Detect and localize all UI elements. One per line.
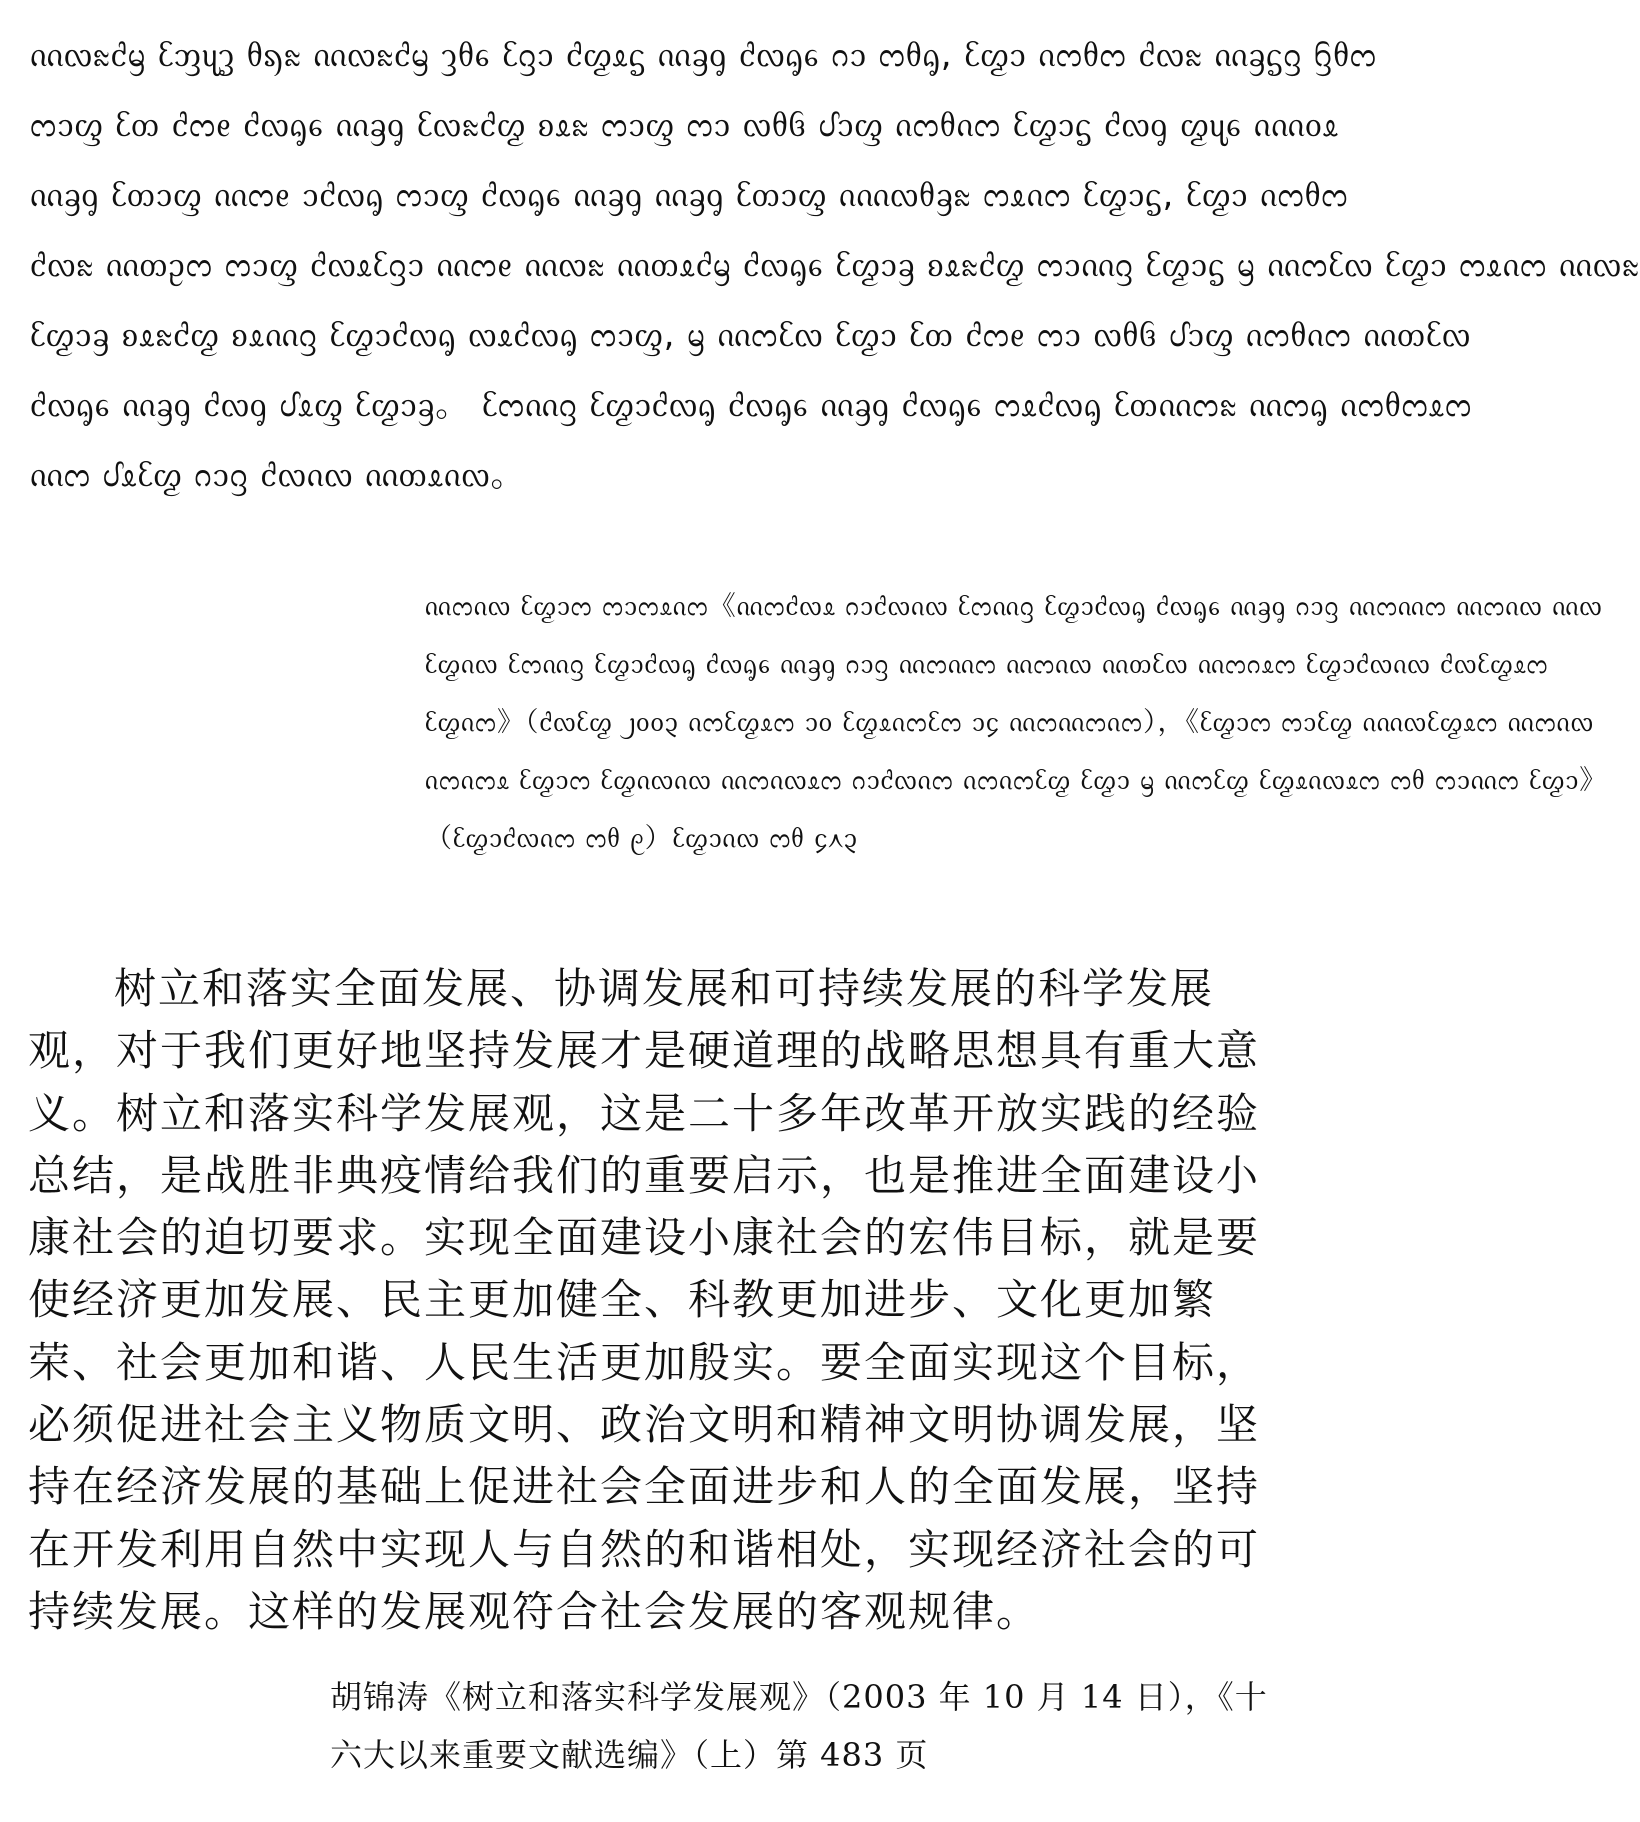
- dai-citation-line: ᦷᦖᦵᦟ ᦷᦂᦶᦋ ᦷᦖᦱᦺᦟᧂ ᦺᦟᧂᧈ ᦶᦃᧁ ᦅᦱᦋ ᦶᦂᦶᦂ ᦶᦂᦵᦟ ᦶᦎᦷᦟ ᦶᦂᦅᦸᦂ ᦷᦖᦱᦺᦟᦵᦟ ᦺᦟᦷᦖᦸᦂ: [425, 649, 1549, 680]
- chinese-line: 在开发利用自然中实现人与自然的和谐相处，实现经济社会的可: [28, 1524, 1261, 1574]
- chinese-line: 持续发展。这样的发展观符合社会发展的客观规律。: [28, 1586, 1041, 1636]
- dai-paragraph: [30, 20, 1640, 510]
- chinese-line: 持在经济发展的基础上促进社会全面进步和人的全面发展，坚持: [28, 1462, 1261, 1512]
- dai-line: ᦂᦱᦐ ᦷᦎ ᦺᦂᧉ ᦺᦟᧂᧈ ᦶᦃᧁ ᦷᦟᦰᦺᦖ ᦈᦸᦰ ᦂᦱᦐ ᦂᦱ ᦟᦲᦑ ᦔᦱᦐ ᦵᦂᦲᦵᦂ ᦷᦖᦱᧃ ᦺᦟᧁ ᦖᦴᧈ ᦵᦶᦞᦸ: [30, 105, 1339, 145]
- dai-citation-line: ᦶᦂᦵᦟ ᦷᦖᦱᦂ ᦂᦱᦂᦸᦵᦂ《ᦶᦂᦺᦟᦸ ᦅᦱᦺᦟᦵᦟ ᦷᦂᦶᦋ ᦷᦖᦱᦺᦟᧂ ᦺᦟᧂᧈ ᦶᦃᧁ ᦅᦱᦋ ᦶᦂᦶᦂ ᦶᦂᦵᦟ ᦶᦟ: [425, 591, 1603, 622]
- dai-citation: [425, 578, 1608, 868]
- chinese-line: 康社会的迫切要求。实现全面建设小康社会的宏伟目标，就是要: [28, 1213, 1261, 1263]
- dai-line: ᦷᦖᦱᦃ ᦈᦸᦰᦺᦖ ᦈᦸᦶᦋ ᦷᦖᦱᦺᦟᧂ ᦟᦸᦺᦟᧂ ᦂᦱᦐ, ᦙ ᦶᦂᦷᦟ ᦷᦖᦱ ᦷᦎ ᦺᦂᧉ ᦂᦱ ᦟᦲᦑ ᦔᦱᦐ ᦵᦂᦲᦵᦂ ᦶᦎᦷᦟ: [30, 315, 1472, 355]
- chinese-line: 树立和落实全面发展、协调发展和可持续发展的科学发展: [114, 964, 1215, 1013]
- dai-citation-line: ᦵᦂᦵᦂᦸ ᦷᦖᦱᦂ ᦷᦖᦵᦟᦵᦟ ᦶᦂᦵᦟᦸᦂ ᦅᦱᦺᦟᦵᦂ ᦵᦂᦵᦂᦷᦖ ᦷᦖᦱ ᦙ ᦶᦂᦷᦖ ᦷᦖᦸᦵᦟᦸᦂ ᦂᦲ ᦂᦱᦶᦂ ᦷᦖᦱ》: [425, 765, 1608, 796]
- dai-line: ᦺᦟᧂᧈ ᦶᦃᧁ ᦺᦟᧁ ᦔᦸᦐ ᦷᦖᦱᦃ。 ᦷᦂᦶᦋ ᦷᦖᦱᦺᦟᧂ ᦺᦟᧂᧈ ᦶᦃᧁ ᦺᦟᧂᧈ ᦂᦸᦺᦟᧂ ᦷᦎᦶᦂᦰ ᦶᦂᧂ ᦵᦂᦲᦂᦸᦂ: [30, 385, 1473, 425]
- chinese-line: 总结，是战胜非典疫情给我们的重要启示，也是推进全面建设小: [28, 1150, 1261, 1200]
- chinese-line: 必须促进社会主义物质文明、政治文明和精神文明协调发展，坚: [28, 1400, 1261, 1450]
- chinese-citation: [330, 1668, 1268, 1784]
- chinese-line: 观，对于我们更好地坚持发展才是硬道理的战略思想具有重大意: [28, 1026, 1261, 1076]
- chinese-citation-line: 胡锦涛《树立和落实科学发展观》（2003 年 10 月 14 日），《十: [330, 1678, 1268, 1716]
- dai-citation-line: （ᦷᦖᦱᦺᦟᦵᦂ ᦂᦲ ᧙）ᦷᦖᦱᦵᦟ ᦂᦲ ᧔᧘᧓: [425, 823, 858, 854]
- dai-citation-line: ᦷᦖᦵᦂ》（ᦺᦟᦷᦖ ᧒᧐᧐᧓ ᦵᦂᦷᦖᦸᦂ ᧑᧐ ᦷᦖᦸᦵᦂᦷᦂ ᧑᧔ ᦶᦂᦶᦂᦵᦂ），《ᦷᦖᦱᦂ ᦂᦱᦷᦖ ᦵᦶᦟᦷᦖᦸᦂ ᦶᦂᦵᦟ: [425, 707, 1595, 738]
- dai-line: ᦶᦟᦰᦺᦙ ᦷᦀᦴᧆ ᦲᦣᦰ ᦶᦟᦰᦺᦙ ᦡᦲᧈ ᦷᦋᦱ ᦺᦖᦸᧃ ᦶᦃᧁ ᦺᦟᧂᧈ ᦅᦱ ᦂᦲᧂ, ᦷᦖᦱ ᦵᦂᦲᦂ ᦺᦟᦰ ᦶᦃᧃᦋ ᦌᦲᦂ: [30, 35, 1378, 75]
- chinese-paragraph: [28, 958, 1261, 1643]
- chinese-line: 义。树立和落实科学发展观，这是二十多年改革开放实践的经验: [28, 1088, 1261, 1138]
- dai-line: ᦶᦂ ᦔᦸᦷᦖ ᦅᦱᦋ ᦺᦟᦵᦟ ᦶᦎᦸᦵᦟ。: [30, 455, 526, 495]
- chinese-line: 荣、社会更加和谐、人民生活更加殷实。要全面实现这个目标，: [28, 1337, 1261, 1387]
- chinese-citation-line: 六大以来重要文献选编》（上）第 483 页: [330, 1736, 929, 1774]
- chinese-line: 使经济更加发展、民主更加健全、科教更加进步、文化更加繁: [28, 1275, 1217, 1325]
- dai-line: ᦶᦃᧁ ᦷᦎᦱᦐ ᦶᦂᧉ ᦱᦺᦟᧂ ᦂᦱᦐ ᦺᦟᧂᧈ ᦶᦃᧁ ᦶᦃᧁ ᦷᦎᦱᦐ ᦵᦶᦟᦲᦃᦰ ᦂᦸᦵᦂ ᦷᦖᦱᧃ, ᦷᦖᦱ ᦵᦂᦲᦂ: [30, 175, 1349, 215]
- dai-line: ᦺᦟᦰ ᦶᦎᦳᦂ ᦂᦱᦐ ᦺᦟᦸᦷᦋᦱ ᦶᦂᧉ ᦶᦟᦰ ᦶᦎᦸᦺᦙ ᦺᦟᧂᧈ ᦷᦖᦱᦃ ᦈᦸᦰᦺᦖ ᦂᦱᦶᦋ ᦷᦖᦱᧃ ᦙ ᦶᦂᦷᦟ ᦷᦖᦱ ᦂᦸᦵᦂ ᦶᦟᦰ: [30, 245, 1640, 285]
